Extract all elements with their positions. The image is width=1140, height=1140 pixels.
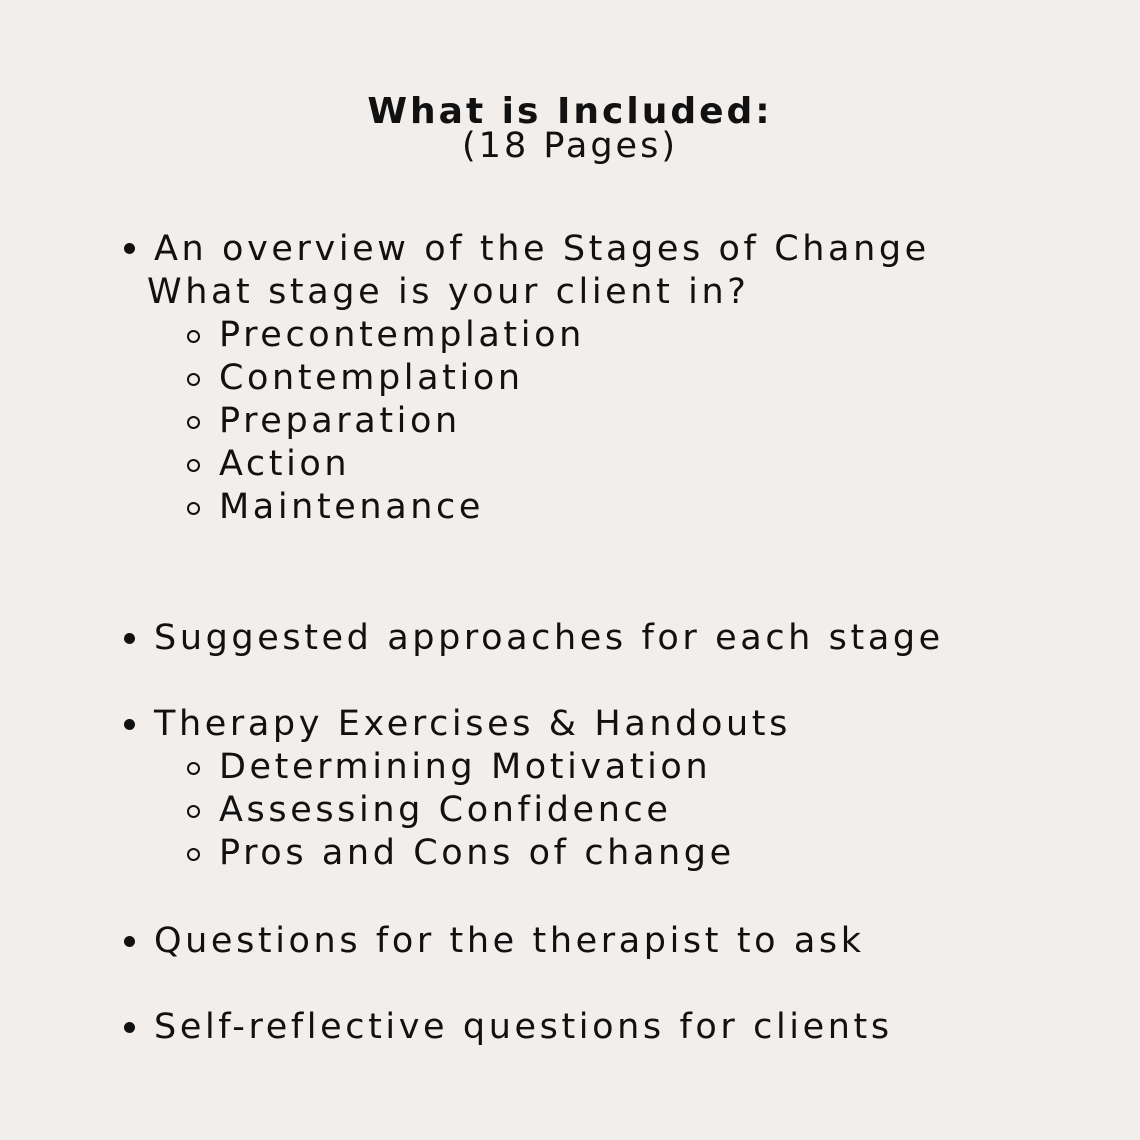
list-item: An overview of the Stages of Change	[154, 229, 930, 269]
sub-list-item: Maintenance	[219, 487, 484, 527]
page-title: What is Included:	[367, 91, 773, 132]
sub-list-item: Preparation	[219, 401, 461, 441]
list-item: Self-reflective questions for clients	[154, 1007, 893, 1047]
bullet-icon	[124, 243, 135, 254]
sub-list-item: Action	[219, 444, 351, 484]
list-item: Questions for the therapist to ask	[154, 921, 865, 961]
circle-bullet-icon	[187, 762, 200, 775]
bullet-icon	[124, 719, 135, 730]
circle-bullet-icon	[187, 459, 200, 472]
circle-bullet-icon	[187, 848, 200, 861]
sub-list-item: Precontemplation	[219, 315, 585, 355]
circle-bullet-icon	[187, 805, 200, 818]
circle-bullet-icon	[187, 330, 200, 343]
sub-list-item: Determining Motivation	[219, 747, 712, 787]
sub-list-item: Pros and Cons of change	[219, 833, 735, 873]
list-item-continuation: What stage is your client in?	[147, 272, 750, 312]
bullet-icon	[124, 936, 135, 947]
circle-bullet-icon	[187, 416, 200, 429]
circle-bullet-icon	[187, 373, 200, 386]
bullet-icon	[124, 1022, 135, 1033]
page-count: (18 Pages)	[462, 126, 678, 166]
list-item: Suggested approaches for each stage	[154, 618, 944, 658]
bullet-icon	[124, 633, 135, 644]
sub-list-item: Assessing Confidence	[219, 790, 672, 830]
list-item: Therapy Exercises & Handouts	[154, 704, 791, 744]
sub-list-item: Contemplation	[219, 358, 524, 398]
circle-bullet-icon	[187, 502, 200, 515]
